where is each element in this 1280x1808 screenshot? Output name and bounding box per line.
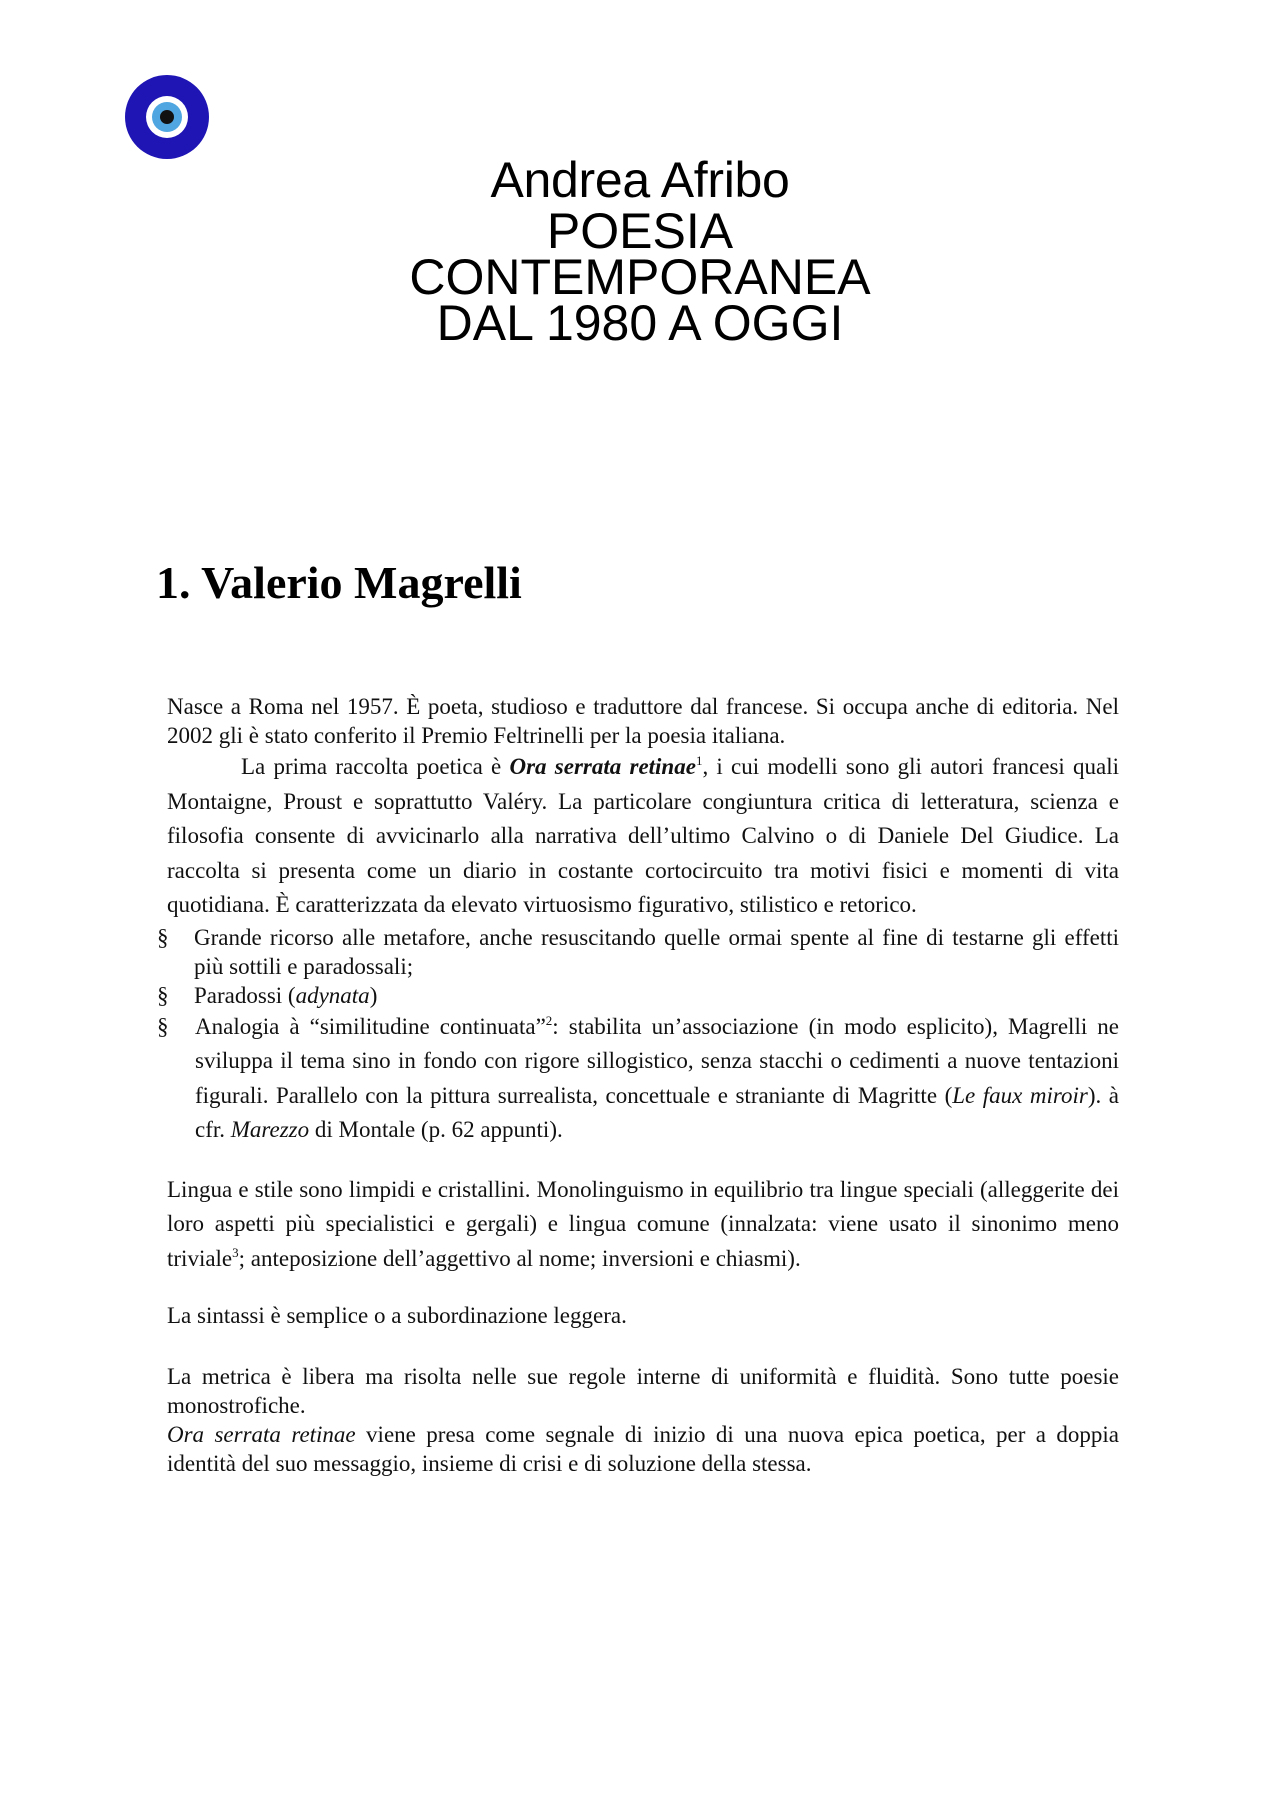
paragraph-language-style (167, 1173, 1119, 1277)
section-mark-icon: § (157, 924, 169, 950)
list-item-paradoxes (157, 981, 1119, 1010)
emphasis-term: adynata (295, 982, 370, 1008)
paragraph-first-collection (167, 750, 1119, 923)
text-span: Analogia à “similitudine continuata” (195, 1013, 546, 1039)
paragraph-bio: Nasce a Roma nel 1957. È poeta, studioso e traduttore dal francese. Si occupa anche di editoria. Nel 2002 gli è stato conferito il Premio Feltrinelli per la poesia italiana. (167, 694, 1119, 748)
text-span: viene presa come segnale di inizio di una nuova epica poetica, per a doppia identità del suo messaggio, insieme di crisi e di soluzione della stessa. (167, 1422, 1119, 1476)
text-span: di Montale (p. 62 appunti). (309, 1117, 563, 1142)
book-title-line-3: DAL 1980 A OGGI (436, 295, 844, 351)
text-span: ) (369, 982, 378, 1008)
paragraph-epic (167, 1420, 1119, 1478)
list-item-analogy (157, 1010, 1119, 1148)
footnote-ref-1: 1 (695, 753, 703, 768)
evil-eye-icon (124, 74, 210, 160)
emphasis-title: Ora serrata retinae (167, 1422, 356, 1447)
emphasis-title: Le faux miroir (952, 1082, 1088, 1108)
book-title-line-2: CONTEMPORANEA (409, 249, 871, 305)
text-span: Lingua e stile sono limpidi e cristallini. Monolinguismo in equilibrio tra lingue speciali (alleggerite dei loro aspetti più specialistici e gergali) e lingua comune (innalzata: viene usato il sinonimo meno triviale (167, 1176, 1119, 1271)
evil-eye-graphic (124, 74, 210, 160)
list-item-metaphors (157, 923, 1119, 981)
document-title-block (0, 152, 1280, 351)
text-span: , i cui modelli sono gli autori francesi quali Montaigne, Proust e soprattutto Valéry. La particolare congiuntura critica di letteratura, scienza e filosofia consente di avvicinarlo alla narrativa dell’ultimo Calvino o di Daniele Del Giudice. La raccolta si presenta come un diario in costante cortocircuito tra motivi fisici e momenti di vita quotidiana. È caratterizzata da elevato virtuosismo figurativo, stilistico e retorico. (167, 754, 1120, 917)
paragraph-metrics: La metrica è libera ma risolta nelle sue regole interne di uniformità e fluidità. Sono tutte poesie monostrofiche. (167, 1364, 1119, 1418)
author-name: Andrea Afribo (490, 152, 790, 208)
book-title-line-1: POESIA (546, 203, 734, 259)
text-span: ; anteposizione dell’aggettivo al nome; inversioni e chiasmi). (238, 1245, 801, 1271)
text-span: Paradossi ( (194, 982, 296, 1008)
paragraph-syntax: La sintassi è semplice o a subordinazione leggera. (167, 1303, 627, 1328)
book-title-emphasis: Ora serrata retinae (509, 754, 696, 779)
text-span: Grande ricorso alle metafore, anche resuscitando quelle ormai spente al fine di testarne gli effetti più sottili e paradossali; (194, 924, 1119, 979)
footnote-ref-2: 2 (545, 1012, 553, 1028)
section-mark-icon: § (157, 982, 169, 1008)
text-span: : stabilita un’associazione (in modo esplicito), Magrelli ne sviluppa il tema sino in fondo con rigore sillogistico, senza stacchi o cedimenti a nuove tentazioni figurali. Parallelo con la pittura surrealista, concettuale e straniante di Magritte ( (195, 1013, 1119, 1108)
text-span: ). à cfr. (195, 1082, 1119, 1142)
emphasis-title: Marezzo (230, 1117, 310, 1142)
section-body (157, 692, 1120, 1478)
section-heading: 1. Valerio Magrelli (156, 557, 522, 608)
section-mark-icon: § (157, 1013, 169, 1039)
footnote-ref-3: 3 (232, 1244, 239, 1260)
text-span: La prima raccolta poetica è (241, 754, 510, 779)
